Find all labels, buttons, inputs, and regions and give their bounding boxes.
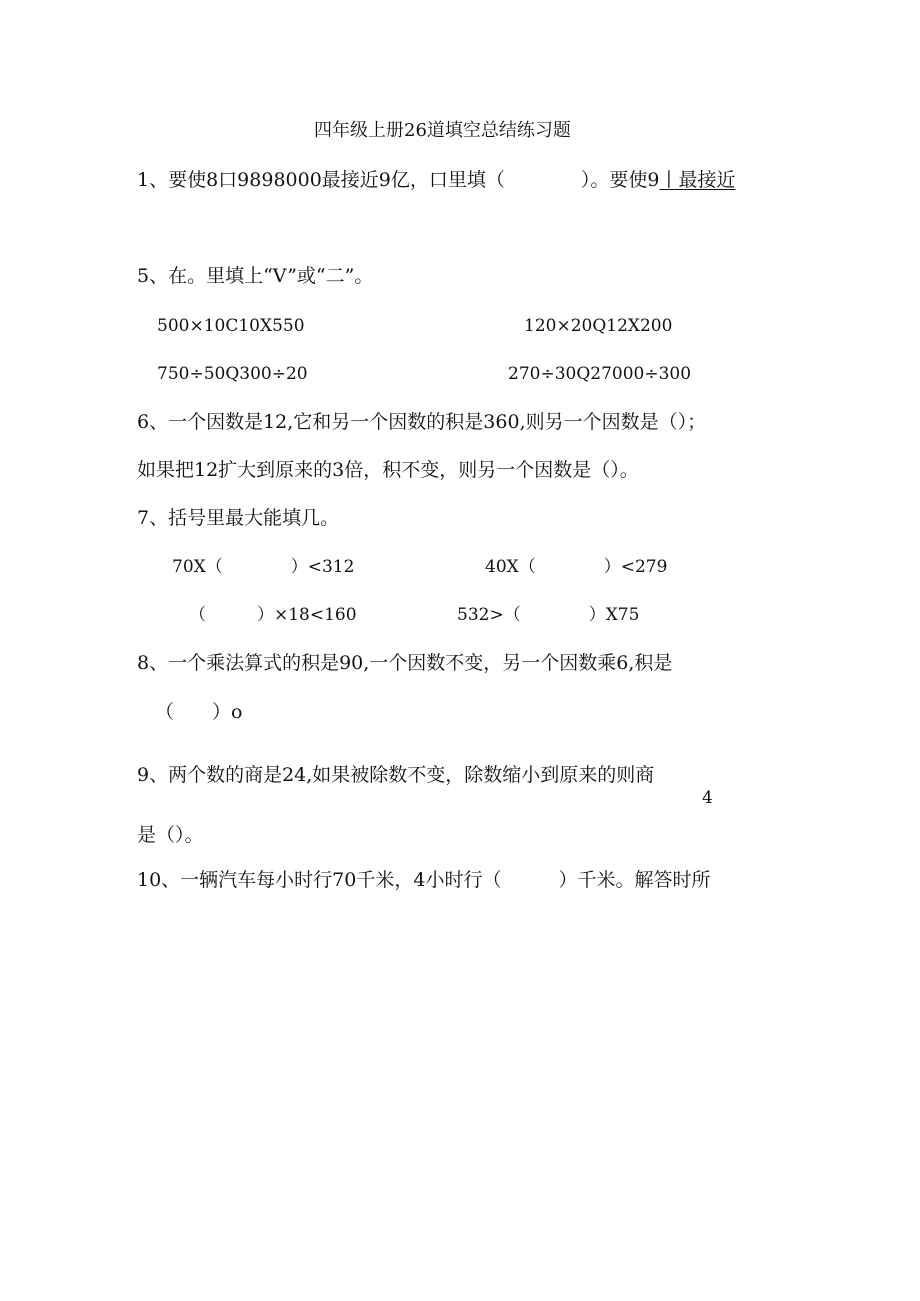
question-5-text: 5、在。里填上“V”或“二”。: [137, 265, 374, 287]
question-1-underlined: 丨最接近: [659, 169, 736, 191]
question-7-row1-left: 70X（ ）<312: [172, 557, 355, 577]
question-1-text: 1、要使8口9898000最接近9亿，口里填（ ）。要使9: [137, 169, 660, 191]
question-5-row1-right: 120×20Q12X200: [524, 316, 673, 336]
question-7-row1-right: 40X（ ）<279: [485, 557, 668, 577]
page-title: 四年级上册26道填空总结练习题: [314, 120, 571, 141]
question-8-line2: （ ）o: [155, 701, 243, 723]
question-5-row2-left: 750÷50Q300÷20: [157, 364, 308, 384]
question-6-line1: 6、一个因数是12,它和另一个因数的积是360,则另一个因数是（）；: [137, 411, 707, 433]
question-1: [137, 168, 736, 192]
question-10-text: 10、一辆汽车每小时行70千米，4小时行（ ）千米。解答时所: [137, 869, 711, 891]
question-9-fraction-denominator: 4: [702, 788, 713, 808]
question-6-line2: 如果把12扩大到原来的3倍，积不变，则另一个因数是（）。: [137, 459, 639, 481]
question-9-line1: 9、两个数的商是24,如果被除数不变，除数缩小到原来的则商: [137, 764, 655, 786]
question-9-line2: 是（）。: [137, 824, 204, 846]
question-7-text: 7、括号里最大能填几。: [137, 507, 340, 529]
question-5-row1-left: 500×10C10X550: [157, 316, 305, 336]
question-7-row2-left: （ ）×18<160: [189, 605, 357, 625]
question-8-line1: 8、一个乘法算式的积是90,一个因数不变，另一个因数乘6,积是: [137, 652, 673, 674]
question-5-row2-right: 270÷30Q27000÷300: [508, 364, 692, 384]
question-7-row2-right: 532>（ ）X75: [457, 605, 640, 625]
